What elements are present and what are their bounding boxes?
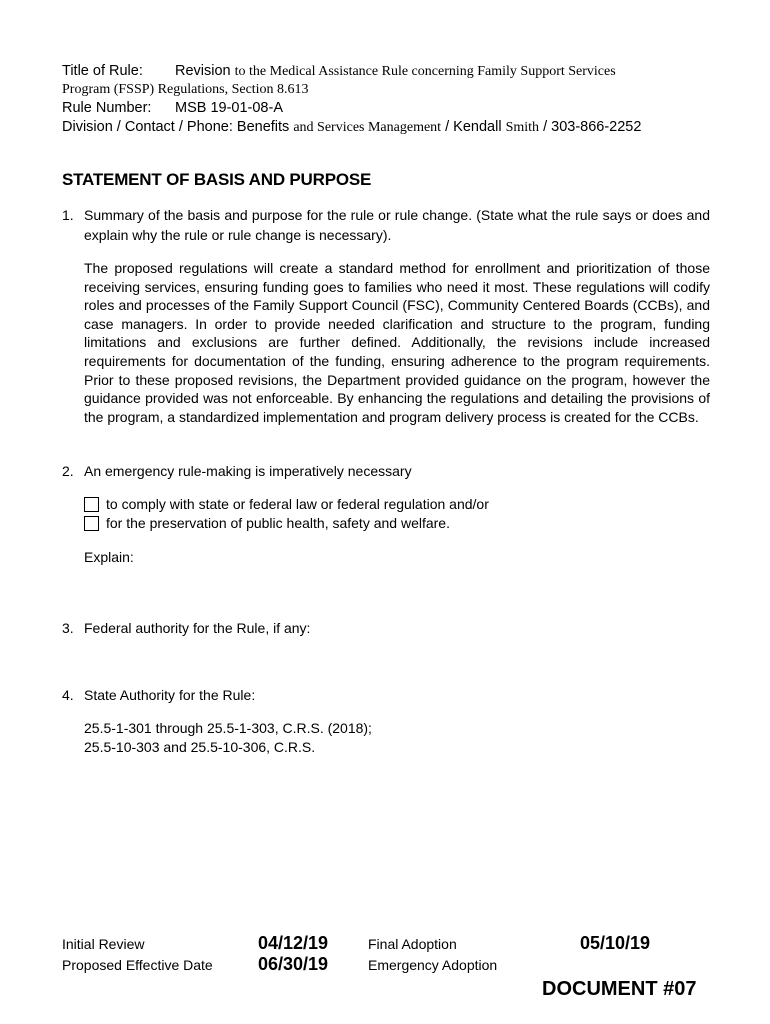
- emergency-option-1-label: to comply with state or federal law or federal regulation and/or: [106, 496, 489, 512]
- item-3-text: Federal authority for the Rule, if any:: [84, 620, 311, 636]
- title-of-rule-continuation: Program (FSSP) Regulations, Section 8.613: [62, 82, 309, 97]
- section-title: STATEMENT OF BASIS AND PURPOSE: [62, 170, 372, 189]
- title-of-rule-label: Title of Rule:: [62, 63, 143, 79]
- division-value-c: / Kendall: [441, 119, 502, 135]
- title-of-rule-value-a: Revision: [175, 63, 231, 79]
- item-1-body: The proposed regulations will create a standard method for enrollment and prioritization of those receiving services, ensuring funding goes to families who need it most. These regulations will codify roles and processes of the Family Support Council (FSC), Community Centered Boards (CCBs), and case managers. In order to provide needed clarification and structure to the program, funding limitations and exclusions are further defined. Additionally, the revisions include increased requirements for documentation of the funding, ensuring adherence to the program requirements. Prior to these proposed revisions, the Department provided guidance on the program, however the guidance provided was not enforceable. By enhancing the regulations and detailing the provisions of the program, a standardized implementation and program delivery process is created for the CCBs.: [84, 260, 710, 425]
- final-adoption-label: Final Adoption: [368, 936, 457, 952]
- division-value-d: Smith: [505, 120, 540, 135]
- proposed-effective-date: 06/30/19: [258, 954, 329, 974]
- item-2-text: An emergency rule-making is imperatively necessary: [84, 463, 412, 479]
- item-2: [62, 462, 712, 482]
- checkbox-2[interactable]: [84, 516, 99, 531]
- division-contact-line: [62, 119, 641, 136]
- rule-number-label: Rule Number:: [62, 100, 152, 116]
- emergency-option-1[interactable]: [84, 496, 489, 512]
- document-number: DOCUMENT #07: [542, 978, 697, 1000]
- division-value-b: and Services Management: [293, 120, 442, 135]
- item-1-number: 1.: [62, 207, 74, 223]
- title-of-rule-line: [62, 63, 616, 80]
- proposed-effective-date-label: Proposed Effective Date: [62, 957, 213, 973]
- rule-number-value: MSB 19-01-08-A: [175, 100, 283, 116]
- item-4: [62, 686, 712, 706]
- item-2-number: 2.: [62, 463, 74, 479]
- item-3-number: 3.: [62, 620, 74, 636]
- initial-review-label: Initial Review: [62, 936, 145, 952]
- item-1: [62, 206, 712, 246]
- explain-label: Explain:: [84, 549, 134, 565]
- emergency-option-2-label: for the preservation of public health, safety and welfare.: [106, 515, 450, 531]
- initial-review-date: 04/12/19: [258, 933, 329, 953]
- item-4-text: State Authority for the Rule:: [84, 687, 256, 703]
- division-value-e: / 303-866-2252: [539, 119, 642, 135]
- item-1-text: Summary of the basis and purpose for the rule or rule change. (State what the rule says or does and explain why the rule or rule change is necessary).: [84, 207, 710, 243]
- division-label: Division / Contact / Phone:: [62, 119, 233, 135]
- state-authority-line-1: 25.5-1-301 through 25.5-1-303, C.R.S. (2018);: [84, 720, 372, 736]
- division-value-a: Benefits: [236, 119, 290, 135]
- item-3: [62, 619, 712, 639]
- state-authority-line-2: 25.5-10-303 and 25.5-10-306, C.R.S.: [84, 739, 316, 755]
- title-of-rule-value-b: to the Medical Assistance Rule concerning Family Support Services: [234, 64, 616, 79]
- rule-number-line: [62, 100, 283, 116]
- emergency-option-2[interactable]: [84, 515, 450, 531]
- item-4-number: 4.: [62, 687, 74, 703]
- checkbox-1[interactable]: [84, 497, 99, 512]
- emergency-adoption-label: Emergency Adoption: [368, 957, 498, 973]
- final-adoption-date: 05/10/19: [580, 933, 651, 953]
